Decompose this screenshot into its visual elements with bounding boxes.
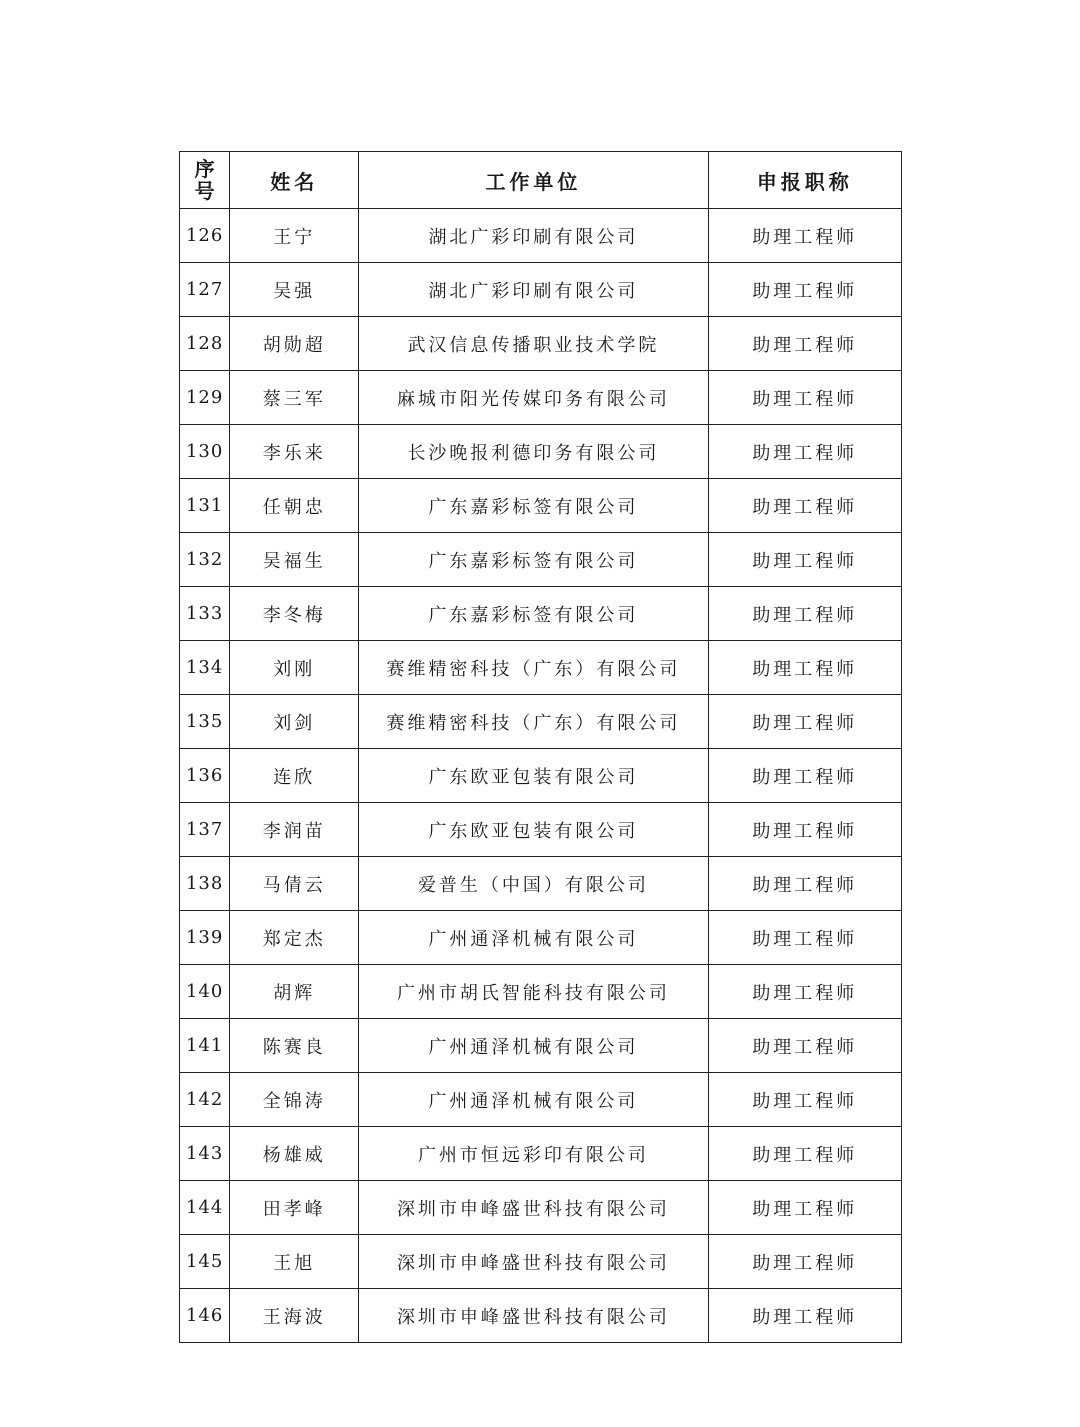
table-row xyxy=(180,803,902,857)
serial-number-cell: 146 xyxy=(180,1289,230,1343)
work-unit-cell: 武汉信息传播职业技术学院 xyxy=(359,317,708,371)
work-unit-cell: 广东嘉彩标签有限公司 xyxy=(359,587,708,641)
declared-title-cell: 助理工程师 xyxy=(708,695,901,749)
serial-number-cell: 144 xyxy=(180,1181,230,1235)
declared-title-cell: 助理工程师 xyxy=(708,803,901,857)
name-cell: 刘剑 xyxy=(230,695,359,749)
work-unit-cell: 广东嘉彩标签有限公司 xyxy=(359,533,708,587)
table-row xyxy=(180,317,902,371)
table-row xyxy=(180,857,902,911)
declared-title-cell: 助理工程师 xyxy=(708,479,901,533)
declared-title-cell: 助理工程师 xyxy=(708,533,901,587)
work-unit-cell: 广东欧亚包装有限公司 xyxy=(359,803,708,857)
work-unit-cell: 爱普生（中国）有限公司 xyxy=(359,857,708,911)
table-header xyxy=(180,152,902,209)
declared-title-cell: 助理工程师 xyxy=(708,1073,901,1127)
work-unit-cell: 深圳市申峰盛世科技有限公司 xyxy=(359,1289,708,1343)
name-cell: 胡勋超 xyxy=(230,317,359,371)
name-cell: 郑定杰 xyxy=(230,911,359,965)
applicant-table xyxy=(179,151,902,1343)
name-cell: 全锦涛 xyxy=(230,1073,359,1127)
table-row xyxy=(180,1019,902,1073)
serial-number-cell: 140 xyxy=(180,965,230,1019)
serial-number-cell: 134 xyxy=(180,641,230,695)
name-cell: 李冬梅 xyxy=(230,587,359,641)
work-unit-cell: 广州市恒远彩印有限公司 xyxy=(359,1127,708,1181)
declared-title-cell: 助理工程师 xyxy=(708,965,901,1019)
name-cell: 刘刚 xyxy=(230,641,359,695)
serial-number-cell: 138 xyxy=(180,857,230,911)
table-row xyxy=(180,1289,902,1343)
table-row xyxy=(180,749,902,803)
serial-number-cell: 133 xyxy=(180,587,230,641)
declared-title-cell: 助理工程师 xyxy=(708,425,901,479)
serial-number-cell: 137 xyxy=(180,803,230,857)
work-unit-cell: 湖北广彩印刷有限公司 xyxy=(359,209,708,263)
declared-title-cell: 助理工程师 xyxy=(708,371,901,425)
declared-title-cell: 助理工程师 xyxy=(708,587,901,641)
serial-number-cell: 127 xyxy=(180,263,230,317)
serial-number-cell: 136 xyxy=(180,749,230,803)
header-declared-title: 申报职称 xyxy=(708,152,901,209)
declared-title-cell: 助理工程师 xyxy=(708,209,901,263)
serial-number-cell: 135 xyxy=(180,695,230,749)
work-unit-cell: 广州通泽机械有限公司 xyxy=(359,1019,708,1073)
work-unit-cell: 赛维精密科技（广东）有限公司 xyxy=(359,695,708,749)
table-row xyxy=(180,587,902,641)
work-unit-cell: 长沙晚报利德印务有限公司 xyxy=(359,425,708,479)
table-row xyxy=(180,1127,902,1181)
name-cell: 田孝峰 xyxy=(230,1181,359,1235)
name-cell: 任朝忠 xyxy=(230,479,359,533)
work-unit-cell: 广州通泽机械有限公司 xyxy=(359,1073,708,1127)
table-row xyxy=(180,1073,902,1127)
declared-title-cell: 助理工程师 xyxy=(708,263,901,317)
work-unit-cell: 麻城市阳光传媒印务有限公司 xyxy=(359,371,708,425)
declared-title-cell: 助理工程师 xyxy=(708,641,901,695)
name-cell: 连欣 xyxy=(230,749,359,803)
serial-number-cell: 128 xyxy=(180,317,230,371)
table-row xyxy=(180,479,902,533)
declared-title-cell: 助理工程师 xyxy=(708,749,901,803)
serial-number-cell: 131 xyxy=(180,479,230,533)
table-row xyxy=(180,695,902,749)
table-row xyxy=(180,911,902,965)
serial-number-cell: 126 xyxy=(180,209,230,263)
table-row xyxy=(180,1235,902,1289)
table-row xyxy=(180,371,902,425)
work-unit-cell: 广东欧亚包装有限公司 xyxy=(359,749,708,803)
table-row xyxy=(180,425,902,479)
name-cell: 陈赛良 xyxy=(230,1019,359,1073)
work-unit-cell: 广东嘉彩标签有限公司 xyxy=(359,479,708,533)
name-cell: 马倩云 xyxy=(230,857,359,911)
serial-number-cell: 145 xyxy=(180,1235,230,1289)
table-row xyxy=(180,263,902,317)
declared-title-cell: 助理工程师 xyxy=(708,857,901,911)
work-unit-cell: 湖北广彩印刷有限公司 xyxy=(359,263,708,317)
name-cell: 蔡三军 xyxy=(230,371,359,425)
serial-number-cell: 143 xyxy=(180,1127,230,1181)
header-name: 姓名 xyxy=(230,152,359,209)
work-unit-cell: 深圳市申峰盛世科技有限公司 xyxy=(359,1181,708,1235)
name-cell: 李润苗 xyxy=(230,803,359,857)
work-unit-cell: 广州通泽机械有限公司 xyxy=(359,911,708,965)
declared-title-cell: 助理工程师 xyxy=(708,317,901,371)
name-cell: 李乐来 xyxy=(230,425,359,479)
name-cell: 胡辉 xyxy=(230,965,359,1019)
table-body xyxy=(180,209,902,1343)
declared-title-cell: 助理工程师 xyxy=(708,1289,901,1343)
work-unit-cell: 深圳市申峰盛世科技有限公司 xyxy=(359,1235,708,1289)
declared-title-cell: 助理工程师 xyxy=(708,911,901,965)
name-cell: 王宁 xyxy=(230,209,359,263)
declared-title-cell: 助理工程师 xyxy=(708,1181,901,1235)
table-row xyxy=(180,209,902,263)
work-unit-cell: 赛维精密科技（广东）有限公司 xyxy=(359,641,708,695)
serial-number-cell: 141 xyxy=(180,1019,230,1073)
name-cell: 吴福生 xyxy=(230,533,359,587)
name-cell: 吴强 xyxy=(230,263,359,317)
header-serial-number: 序号 xyxy=(180,152,230,209)
declared-title-cell: 助理工程师 xyxy=(708,1019,901,1073)
header-work-unit: 工作单位 xyxy=(359,152,708,209)
header-row xyxy=(180,152,902,209)
table-row xyxy=(180,1181,902,1235)
declared-title-cell: 助理工程师 xyxy=(708,1127,901,1181)
table-row xyxy=(180,965,902,1019)
serial-number-cell: 130 xyxy=(180,425,230,479)
serial-number-cell: 139 xyxy=(180,911,230,965)
work-unit-cell: 广州市胡氏智能科技有限公司 xyxy=(359,965,708,1019)
name-cell: 杨雄威 xyxy=(230,1127,359,1181)
serial-number-cell: 129 xyxy=(180,371,230,425)
table-row xyxy=(180,533,902,587)
serial-number-cell: 132 xyxy=(180,533,230,587)
name-cell: 王旭 xyxy=(230,1235,359,1289)
table-row xyxy=(180,641,902,695)
name-cell: 王海波 xyxy=(230,1289,359,1343)
serial-number-cell: 142 xyxy=(180,1073,230,1127)
declared-title-cell: 助理工程师 xyxy=(708,1235,901,1289)
